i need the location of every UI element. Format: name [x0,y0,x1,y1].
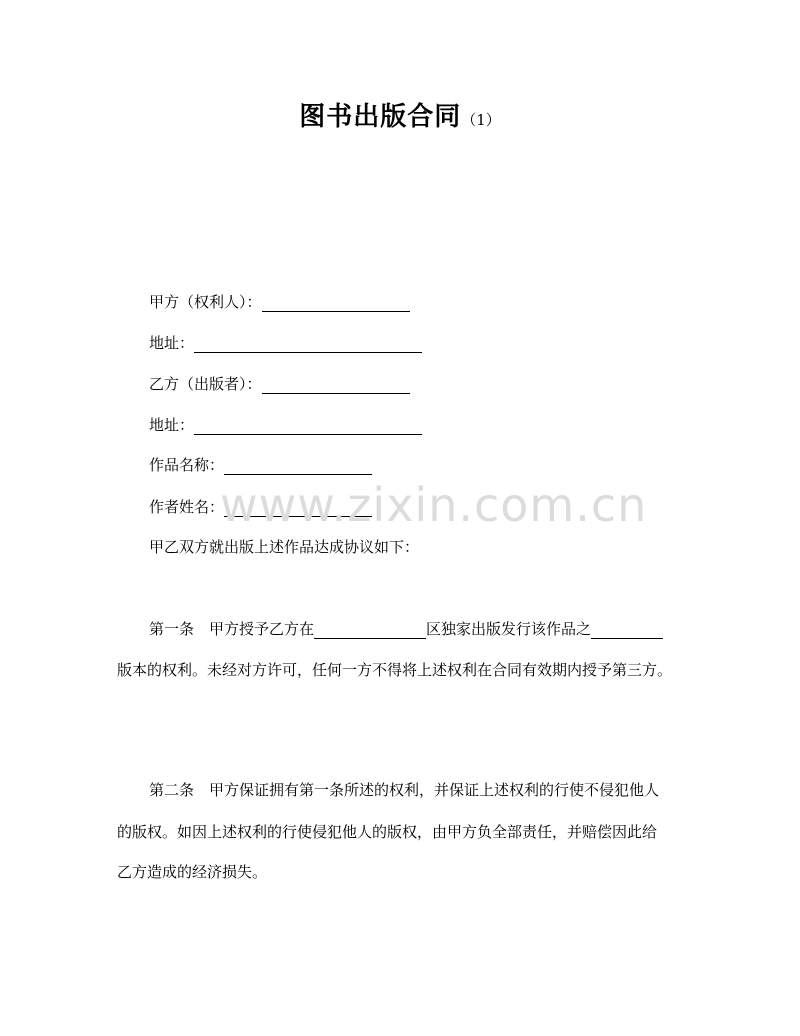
article2-text-line1: 第二条 甲方保证拥有第一条所述的权利，并保证上述权利的行使不侵犯他人 [149,781,660,799]
work-title-blank[interactable] [224,458,372,475]
party-a-address-line [149,333,422,353]
article1-text-line2: 版本的权利。未经对方许可，任何一方不得将上述权利在合同有效期内授予第三方。 [117,661,673,679]
article1-region-blank[interactable] [314,622,426,639]
author-name-blank[interactable] [224,500,372,517]
agreement-intro-line [149,537,419,557]
party-b-address-line [149,415,422,435]
party-b-address-label: 地址： [149,416,195,434]
article2-line1 [149,780,659,800]
document-title [0,96,800,133]
title-main: 图书出版合同 [299,102,462,132]
party-b-blank[interactable] [262,377,410,394]
agreement-intro: 甲乙双方就出版上述作品达成协议如下： [149,538,420,556]
party-a-blank[interactable] [262,295,410,312]
party-b-label: 乙方（出版者）： [149,375,262,393]
article1-text-part2: 区独家出版发行该作品之 [426,620,592,638]
article1-text-part1: 第一条 甲方授予乙方在 [149,620,315,638]
work-title-label: 作品名称： [149,456,225,474]
party-a-label: 甲方（权利人）： [149,293,262,311]
article1-line1 [149,619,663,639]
party-a-address-label: 地址： [149,334,195,352]
party-b-address-blank[interactable] [194,418,422,435]
author-name-label: 作者姓名： [149,498,225,516]
article2-text-line2: 的版权。如因上述权利的行使侵犯他人的版权，由甲方负全部责任，并赔偿因此给 [117,823,658,841]
author-name-line [149,497,372,517]
article1-line2 [117,660,672,680]
article2-text-line3: 乙方造成的经济损失。 [117,863,268,881]
article1-edition-blank[interactable] [591,622,663,639]
watermark: www.zixin.com.cn [220,478,648,532]
party-a-line [149,292,410,312]
article2-line2 [117,822,657,842]
article2-line3 [117,862,267,882]
party-b-line [149,374,410,394]
title-suffix: （1） [461,111,501,129]
work-title-line [149,455,372,475]
party-a-address-blank[interactable] [194,336,422,353]
